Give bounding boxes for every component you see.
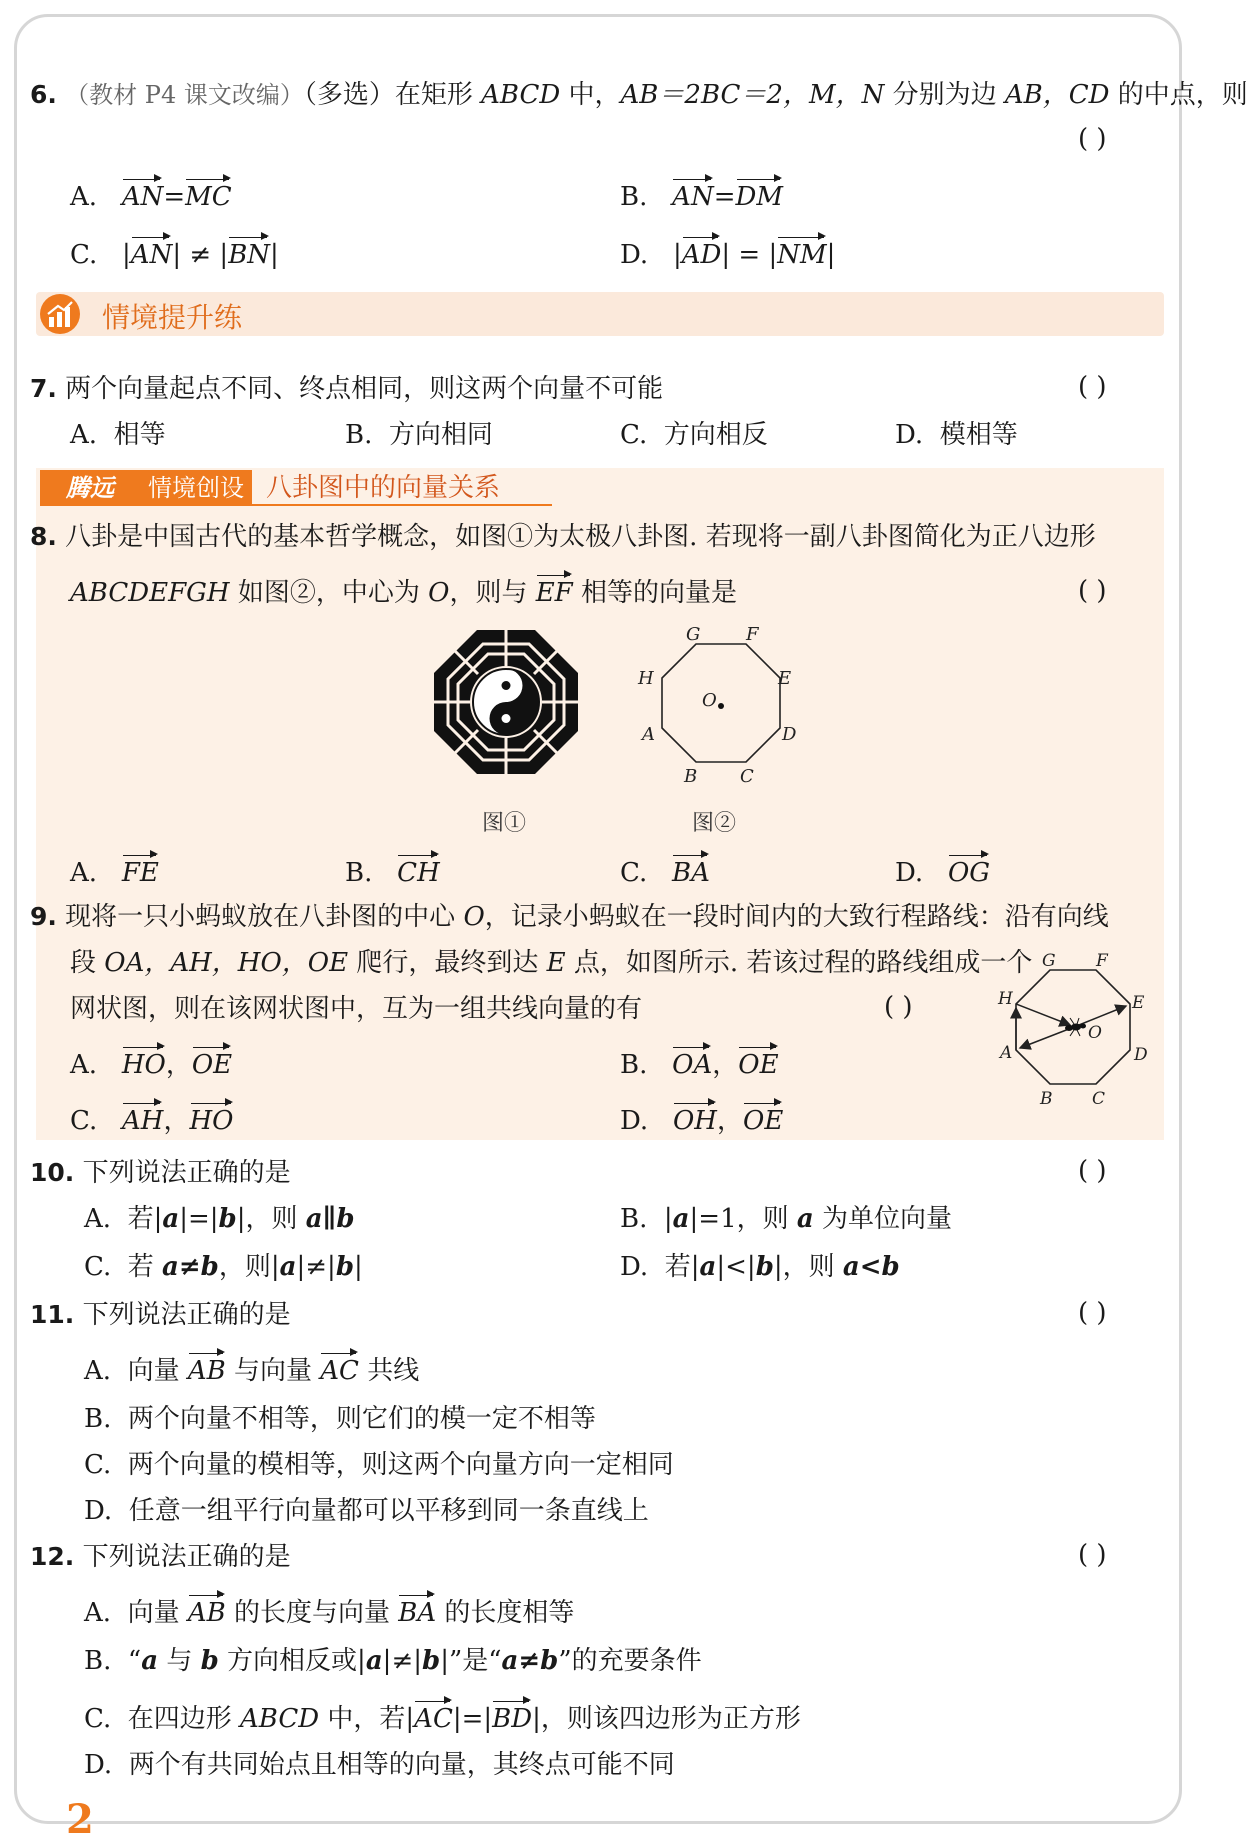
vector: BA (398, 1598, 437, 1628)
q8-answer-paren: ( ) (1078, 576, 1107, 606)
vector: AB (187, 1356, 226, 1386)
q12-option-a (84, 1596, 574, 1630)
vector-symbol: b (200, 1646, 219, 1676)
option-text: =1，则 (698, 1204, 797, 1234)
option-text: ，则 (218, 1252, 271, 1282)
q6-edges: AB，CD (1004, 80, 1110, 110)
q6-condition: AB＝2BC＝2， (620, 80, 809, 110)
q6-option-d: D. |AD| = |NM| (620, 240, 836, 270)
vertex-label: H (998, 989, 1013, 1009)
q6-stem (30, 78, 1248, 112)
page-number: 2 (66, 1796, 94, 1843)
option-text: 的长度与向量 (225, 1598, 399, 1628)
vector-symbol: b (335, 1252, 354, 1282)
vector: NM (777, 240, 827, 270)
vector: OE (191, 1050, 233, 1080)
option-text: 向量 (127, 1598, 188, 1628)
option-text: 共线 (358, 1356, 420, 1386)
q8-text: ，则与 (449, 578, 536, 608)
option-text: 若 (127, 1252, 163, 1282)
vertex-label: G (1042, 951, 1056, 971)
vector-symbol: a (279, 1252, 297, 1282)
vector: HO (121, 1050, 166, 1080)
figure1-caption: 图① (482, 811, 527, 836)
q10-stem (30, 1156, 291, 1190)
vector-symbol: b (422, 1646, 441, 1676)
q9-answer-paren: ( ) (884, 992, 913, 1022)
q7-option-a (70, 418, 166, 452)
vector-symbol: a (672, 1204, 690, 1234)
q7-answer-paren: ( ) (1078, 372, 1107, 402)
q8-stem-line2 (70, 576, 737, 610)
option-text: 若 (127, 1204, 154, 1234)
q7-number: 7. (30, 374, 57, 403)
vector: DM (735, 182, 783, 212)
operator: = (738, 240, 761, 270)
vector: FE (121, 858, 159, 888)
vector: OA (672, 1050, 713, 1080)
q6-option-a (70, 180, 232, 214)
option-text: ”的充要条件 (558, 1646, 702, 1676)
vector: BN (228, 240, 271, 270)
q8-option-b (345, 856, 440, 890)
vector: CH (397, 858, 440, 888)
q6-text: 中， (560, 80, 621, 110)
option-label: D. (895, 858, 924, 888)
option-text: 两个向量不相等，则它们的模一定不相等 (127, 1404, 596, 1434)
q12-answer-paren: ( ) (1078, 1540, 1107, 1570)
q9-stem-line1 (30, 900, 1109, 934)
ant-route-figure (990, 946, 1170, 1126)
q6-source: （教材 P4 课文改编） (65, 81, 304, 109)
q9-endpoint: E (546, 948, 566, 978)
operator: = (461, 1704, 484, 1734)
option-label: A. (70, 858, 98, 888)
q12-text: 下列说法正确的是 (82, 1542, 291, 1572)
vector: AD (681, 240, 722, 270)
option-text: 向量 (127, 1356, 188, 1386)
option-label: B. (620, 1204, 648, 1234)
vector: HO (189, 1106, 234, 1136)
option-text: 若 (664, 1252, 691, 1282)
option-text: 相等 (113, 420, 166, 450)
q6-number: 6. (30, 80, 57, 109)
vector: AN (130, 240, 173, 270)
center-label: O (702, 690, 717, 711)
q8-option-d (895, 856, 990, 890)
q11-option-a (84, 1354, 419, 1388)
q6-mn: M，N (808, 80, 885, 110)
vertex-label: B (684, 766, 698, 787)
vector: EF (535, 578, 573, 608)
vector: AC (414, 1704, 453, 1734)
option-label: C. (620, 858, 648, 888)
option-label: A. (70, 182, 98, 212)
q10-answer-paren: ( ) (1078, 1156, 1107, 1186)
vector: OG (947, 858, 991, 888)
ant-icon (1065, 1018, 1086, 1036)
q9-option-a: A. HO，OE (70, 1050, 233, 1080)
option-label: B. (345, 858, 373, 888)
q8-text: 八卦是中国古代的基本哲学概念，如图①为太极八卦图. 若现将一副八卦图简化为正八边形 (65, 522, 1096, 552)
vector: OE (738, 1050, 779, 1080)
quadrilateral: ABCD (240, 1704, 320, 1734)
operator: ≠ (305, 1252, 328, 1282)
vertex-label: C (740, 766, 754, 787)
q6-option-c: C. |AN| ≠ |BN| (70, 240, 279, 270)
q9-option-c: C. AH，HO (70, 1106, 234, 1136)
q10-text: 下列说法正确的是 (82, 1158, 291, 1188)
option-text: 的长度相等 (436, 1598, 575, 1628)
q8-text: 相等的向量是 (572, 578, 737, 608)
vector-symbol: a (162, 1204, 180, 1234)
option-label: B. (620, 182, 648, 212)
option-label: B. (345, 420, 373, 450)
vector: MC (185, 182, 232, 212)
q6-abcd: ABCD (481, 80, 561, 110)
option-label: A. (70, 1050, 98, 1080)
option-label: D. (620, 1106, 649, 1136)
option-text: “ (127, 1646, 142, 1676)
q6-text: 分别为边 (884, 80, 1005, 110)
option-label: D. (84, 1750, 113, 1780)
vector-symbol: a (699, 1252, 717, 1282)
q6-text: 在矩形 (394, 80, 482, 110)
option-text: 与向量 (225, 1356, 321, 1386)
vector: AN (121, 182, 164, 212)
q10-option-c: C. 若 a≠b，则|a|≠|b| (84, 1252, 363, 1282)
q7-option-c (620, 418, 768, 452)
q9-text: 段 (70, 948, 105, 978)
vector-symbol: a (796, 1204, 814, 1234)
figure2-caption: 图② (692, 811, 737, 836)
option-label: A. (84, 1204, 112, 1234)
option-label: C. (70, 240, 98, 270)
q12-option-d (84, 1748, 675, 1782)
option-label: C. (84, 1252, 112, 1282)
vertex-label: C (1092, 1089, 1106, 1109)
q6-answer-paren: ( ) (1078, 124, 1107, 154)
q6-type: （多选） (303, 80, 395, 110)
q7-text: 两个向量起点不同、终点相同，则这两个向量不可能 (65, 374, 664, 404)
q11-option-c (84, 1448, 674, 1482)
option-text: ，则 (782, 1252, 843, 1282)
q10-option-d: D. 若|a|<|b|，则 a<b (620, 1252, 900, 1282)
vertex-label: G (686, 624, 701, 645)
vertex-label: A (1000, 1043, 1013, 1063)
vector-symbol: b (218, 1204, 237, 1234)
vertex-label: F (1096, 951, 1108, 971)
q9-option-b: B. OA，OE (620, 1050, 779, 1080)
option-text: ，则 (245, 1204, 306, 1234)
q11-stem (30, 1298, 291, 1332)
q12-option-b: B. “a 与 b 方向相反或|a|≠|b|”是“a≠b”的充要条件 (84, 1646, 702, 1676)
vertex-label: E (778, 668, 792, 689)
q11-option-b (84, 1402, 596, 1436)
vector: OH (672, 1106, 717, 1136)
operator: ≠ (391, 1646, 414, 1676)
q8-stem-line1 (30, 520, 1096, 554)
vector: BD (492, 1704, 533, 1734)
octagon-figure (630, 618, 810, 798)
vector: BA (672, 858, 710, 888)
vertex-label: A (642, 724, 655, 745)
relation: a<b (842, 1252, 900, 1282)
q11-text: 下列说法正确的是 (82, 1300, 291, 1330)
section-title: 情境提升练 (102, 301, 243, 334)
vector: AH (122, 1106, 164, 1136)
q9-stem-line2 (70, 946, 1032, 980)
operator: < (725, 1252, 747, 1282)
vertex-label: H (638, 668, 654, 689)
option-label: D. (895, 420, 924, 450)
relation: a≠b (162, 1252, 219, 1282)
option-label: B. (620, 1050, 648, 1080)
option-label: A. (84, 1598, 112, 1628)
q10-number: 10. (30, 1158, 75, 1187)
option-text: ，则该四边形为正方形 (540, 1704, 801, 1734)
option-text: 任意一组平行向量都可以平移到同一条直线上 (128, 1496, 649, 1526)
q9-text: ，记录小蚂蚁在一段时间内的大致行程路线：沿有向线 (484, 902, 1109, 932)
vector-symbol: b (755, 1252, 774, 1282)
operator: = (187, 1204, 210, 1234)
q7-option-d (895, 418, 1018, 452)
q12-option-c: C. 在四边形 ABCD 中，若|AC|=|BD|，则该四边形为正方形 (84, 1704, 801, 1734)
relation: a≠b (501, 1646, 559, 1676)
q9-option-d: D. OH，OE (620, 1106, 784, 1136)
option-label: C. (84, 1450, 112, 1480)
option-label: C. (84, 1704, 112, 1734)
vertex-label: D (1134, 1045, 1148, 1065)
q9-number: 9. (30, 902, 57, 931)
q7-stem (30, 372, 663, 406)
option-label: D. (620, 1252, 649, 1282)
vertex-label: F (746, 624, 759, 645)
bar-chart-icon (38, 292, 82, 336)
q7-option-b (345, 418, 493, 452)
q9-text: 爬行，最终到达 (348, 948, 547, 978)
vector-symbol: a (365, 1646, 383, 1676)
vector: OE (743, 1106, 784, 1136)
q9-center: O (463, 902, 485, 932)
operator: ≠ (189, 240, 212, 270)
q9-segments: OA，AH，HO，OE (104, 948, 349, 978)
vector-symbol: a (141, 1646, 159, 1676)
q10-option-b: B. |a|=1，则 a 为单位向量 (620, 1204, 953, 1234)
vertex-label: D (782, 724, 797, 745)
q11-number: 11. (30, 1300, 75, 1329)
vector: AC (320, 1356, 359, 1386)
option-text: ”是“ (448, 1646, 502, 1676)
q9-text: 现将一只小蚂蚁放在八卦图的中心 (65, 902, 464, 932)
q8-text: 如图②，中心为 (229, 578, 429, 608)
operator: = (713, 182, 736, 212)
vector: AN (672, 182, 714, 212)
option-label: A. (84, 1356, 112, 1386)
q10-option-a: A. 若|a|=|b|，则 a∥b (84, 1204, 355, 1234)
scenario-tag: 情境创设 (140, 470, 252, 506)
option-text: 方向相反 (663, 420, 768, 450)
q9-stem-line3: 网状图，则在该网状图中，互为一组共线向量的有 (70, 994, 643, 1024)
q9-text: 点，如图所示. 若该过程的路线组成一个 (565, 948, 1033, 978)
option-text: 为单位向量 (813, 1204, 953, 1234)
operator: = (163, 182, 186, 212)
q8-polygon: ABCDEFGH (70, 578, 230, 608)
q6-text: 的中点，则 (1109, 80, 1248, 110)
scenario-title: 八卦图中的向量关系 (252, 470, 552, 506)
q6-option-b (620, 180, 783, 214)
option-label: C. (70, 1106, 98, 1136)
option-label: B. (84, 1646, 112, 1676)
option-label: B. (84, 1404, 112, 1434)
option-text: 与 (158, 1646, 201, 1676)
option-label: D. (620, 240, 649, 270)
q8-option-c (620, 856, 710, 890)
vertex-label: E (1132, 993, 1145, 1013)
bagua-figure (430, 626, 582, 778)
q12-number: 12. (30, 1542, 75, 1571)
q11-answer-paren: ( ) (1078, 1298, 1107, 1328)
q8-option-a (70, 856, 159, 890)
q11-option-d (84, 1494, 649, 1528)
q12-stem (30, 1540, 291, 1574)
relation: a∥b (305, 1204, 355, 1234)
vertex-label: B (1040, 1089, 1053, 1109)
option-label: D. (84, 1496, 113, 1526)
option-text: 两个向量的模相等，则这两个向量方向一定相同 (127, 1450, 674, 1480)
option-text: 模相等 (939, 420, 1018, 450)
option-label: C. (620, 420, 648, 450)
center-label: O (1088, 1023, 1102, 1043)
q8-number: 8. (30, 522, 57, 551)
option-text: 方向相反或 (218, 1646, 358, 1676)
option-text: 中，若 (319, 1704, 406, 1734)
option-label: A. (70, 420, 98, 450)
vector: AB (187, 1598, 226, 1628)
option-text: 两个有共同始点且相等的向量，其终点可能不同 (128, 1750, 675, 1780)
option-text: 方向相同 (388, 420, 493, 450)
option-text: 在四边形 (127, 1704, 241, 1734)
q8-center: O (428, 578, 450, 608)
brand-tag: 腾远 (40, 470, 140, 506)
